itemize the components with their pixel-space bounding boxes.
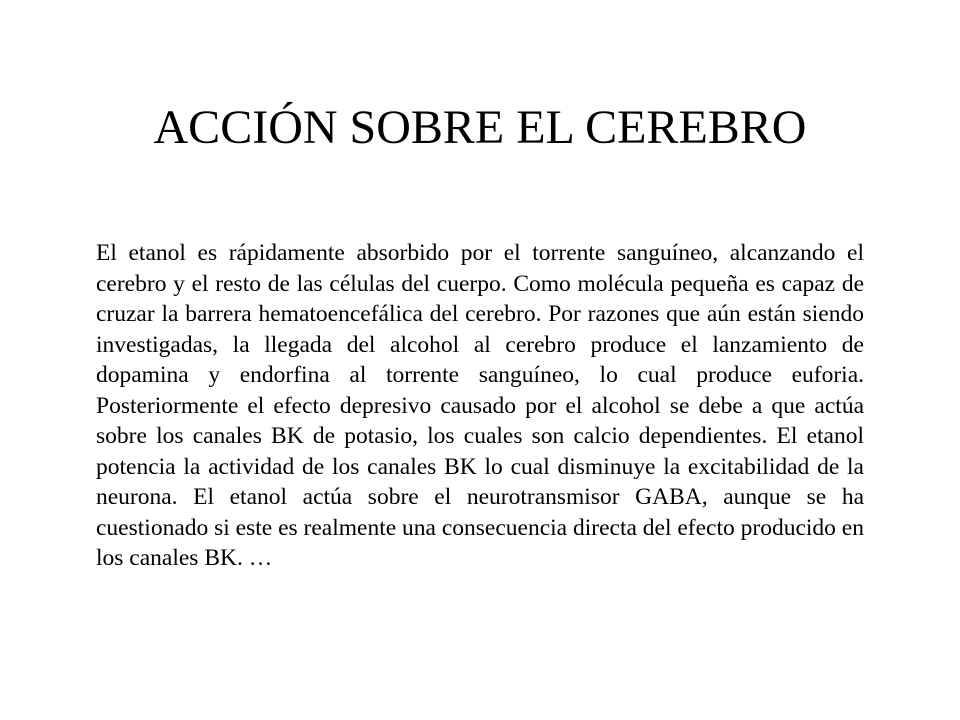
slide-body-text: El etanol es rápidamente absorbido por el torrente sanguíneo, alcanzando el cerebro y el resto de las células del cuerpo. Como molécula pequeña es capaz de cruzar la barrera hematoencefálica del cerebro. Por razones que aún están siendo investigadas, la llegada del alcohol al cerebro produce el lanzamiento de dopamina y endorfina al torrente sanguíneo, lo cual produce euforia. Posteriormente el efecto depresivo causado por el alcohol se debe a que actúa sobre los canales BK de potasio, los cuales son calcio dependientes. El etanol potencia la actividad de los canales BK lo cual disminuye la excitabilidad de la neurona. El etanol actúa sobre el neurotransmisor GABA, aunque se ha cuestionado si este es realmente una consecuencia directa del efecto producido en los canales BK. … (96, 240, 864, 571)
slide-title: ACCIÓN SOBRE EL CEREBRO (153, 101, 807, 154)
